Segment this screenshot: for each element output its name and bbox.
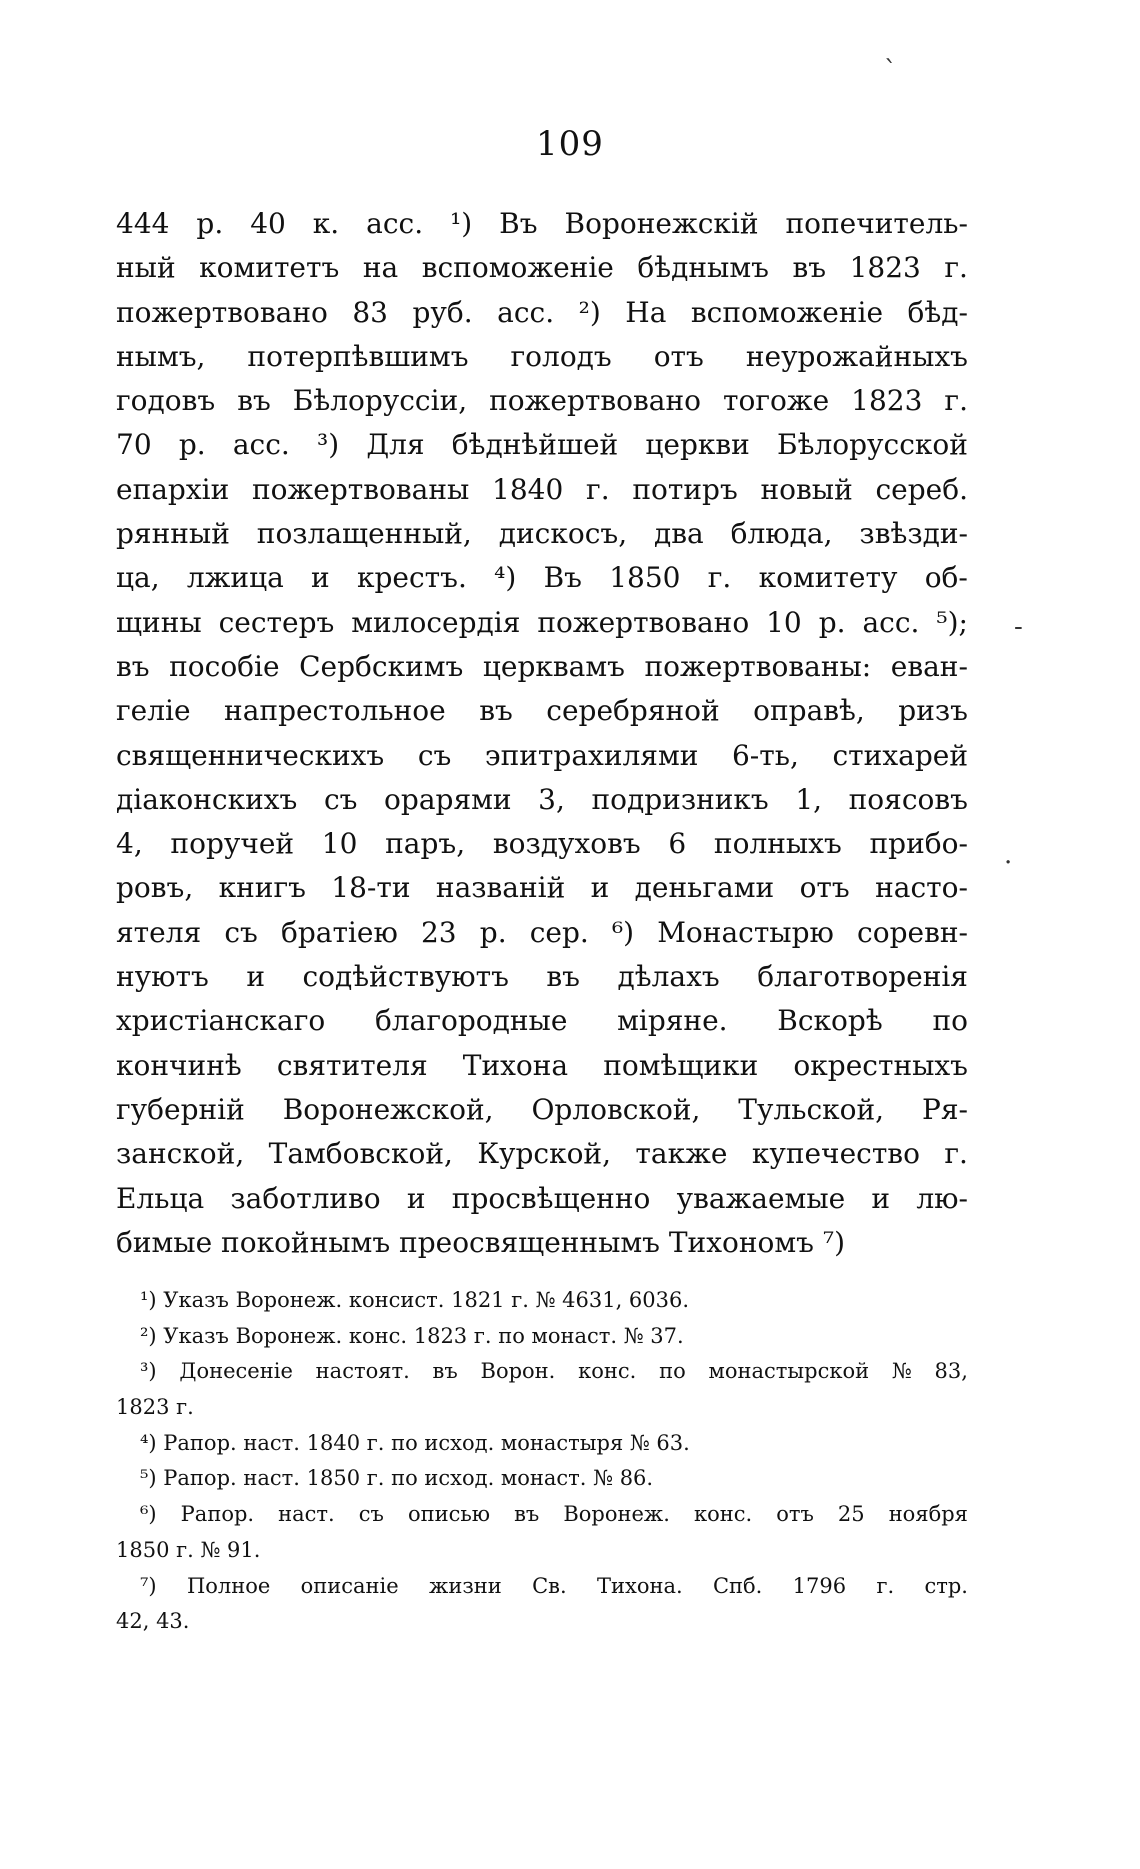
text-line: Ельца заботливо и просвѣщенно уважаемые и лю- xyxy=(116,1181,968,1215)
text-line: годовъ въ Бѣлоруссіи, пожертвовано тогоже 1823 г. xyxy=(116,384,968,418)
text-line: ятеля съ братіею 23 р. сер. ⁶) Монастырю соревн- xyxy=(116,915,968,949)
main-text xyxy=(116,202,968,1265)
text-line: 70 р. асс. ³) Для бѣднѣйшей церкви Бѣлорусской xyxy=(116,428,968,462)
text-line: бимые покойнымъ преосвященнымъ Тихономъ ⁷) xyxy=(116,1225,846,1259)
text-line: ца, лжица и крестъ. ⁴) Въ 1850 г. комитету об- xyxy=(116,561,968,595)
footnote-line: 1850 г. № 91. xyxy=(116,1537,261,1562)
text-line: щины сестеръ милосердія пожертвовано 10 р. асс. ⁵); xyxy=(116,605,968,639)
footnote-line: ⁴) Рапор. наст. 1840 г. по исход. монастыря № 63. xyxy=(140,1430,690,1455)
footnote-line: ¹) Указъ Воронеж. консист. 1821 г. № 4631, 6036. xyxy=(140,1288,690,1312)
text-line: 444 р. 40 к. асс. ¹) Въ Воронежскій попечитель- xyxy=(116,207,968,240)
text-line: нымъ, потерпѣвшимъ голодъ отъ неурожайныхъ xyxy=(116,339,968,373)
footnote-line: ⁶) Рапор. наст. съ описью въ Воронеж. конс. отъ 25 ноября xyxy=(140,1502,968,1527)
footnote-line: ⁷) Полное описаніе жизни Св. Тихона. Спб. 1796 г. стр. xyxy=(140,1573,968,1598)
footnote-line: ²) Указъ Воронеж. конс. 1823 г. по монаст. № 37. xyxy=(140,1323,684,1348)
footnotes xyxy=(116,1283,968,1640)
text-line: епархіи пожертвованы 1840 г. потиръ новый сереб. xyxy=(116,472,968,506)
text-line: кончинѣ святителя Тихона помѣщики окрестныхъ xyxy=(116,1048,968,1082)
footnote-line: ³) Донесеніе настоят. въ Ворон. конс. по монастырской № 83, xyxy=(140,1359,968,1384)
text-line: въ пособіе Сербскимъ церквамъ пожертвованы: еван- xyxy=(116,649,968,683)
text-line: христіанскаго благородные міряне. Вскорѣ по xyxy=(116,1004,968,1038)
text-line: ный комитетъ на вспоможеніе бѣднымъ въ 1823 г. xyxy=(116,251,968,285)
margin-mark: - xyxy=(1014,612,1023,642)
text-line: діаконскихъ съ орарями 3, подризникъ 1, поясовъ xyxy=(116,782,968,816)
margin-mark: · xyxy=(1004,848,1013,878)
text-line: 4, поручей 10 паръ, воздуховъ 6 полныхъ прибо- xyxy=(116,827,968,861)
text-line: нуютъ и содѣйствуютъ въ дѣлахъ благотворенія xyxy=(116,960,968,994)
text-line: ровъ, книгъ 18-ти названій и деньгами отъ насто- xyxy=(116,871,968,905)
text-line: рянный позлащенный, дискосъ, два блюда, звѣзди- xyxy=(116,517,968,551)
footnote-line: ⁵) Рапор. наст. 1850 г. по исход. монаст. № 86. xyxy=(140,1466,654,1491)
text-line: геліе напрестольное въ серебряной оправѣ, ризъ xyxy=(116,694,968,728)
text-line: губерній Воронежской, Орловской, Тульской, Ря- xyxy=(116,1092,968,1126)
margin-mark: ` xyxy=(884,56,897,86)
text-line: священническихъ съ эпитрахилями 6-ть, стихарей xyxy=(116,738,968,772)
text-line: пожертвовано 83 руб. асс. ²) На вспоможеніе бѣд- xyxy=(116,295,968,329)
text-line: занской, Тамбовской, Курской, также купечество г. xyxy=(116,1137,968,1171)
page-number: 109 xyxy=(536,124,604,164)
footnote-line: 42, 43. xyxy=(116,1609,190,1634)
footnote-line: 1823 г. xyxy=(116,1395,194,1420)
